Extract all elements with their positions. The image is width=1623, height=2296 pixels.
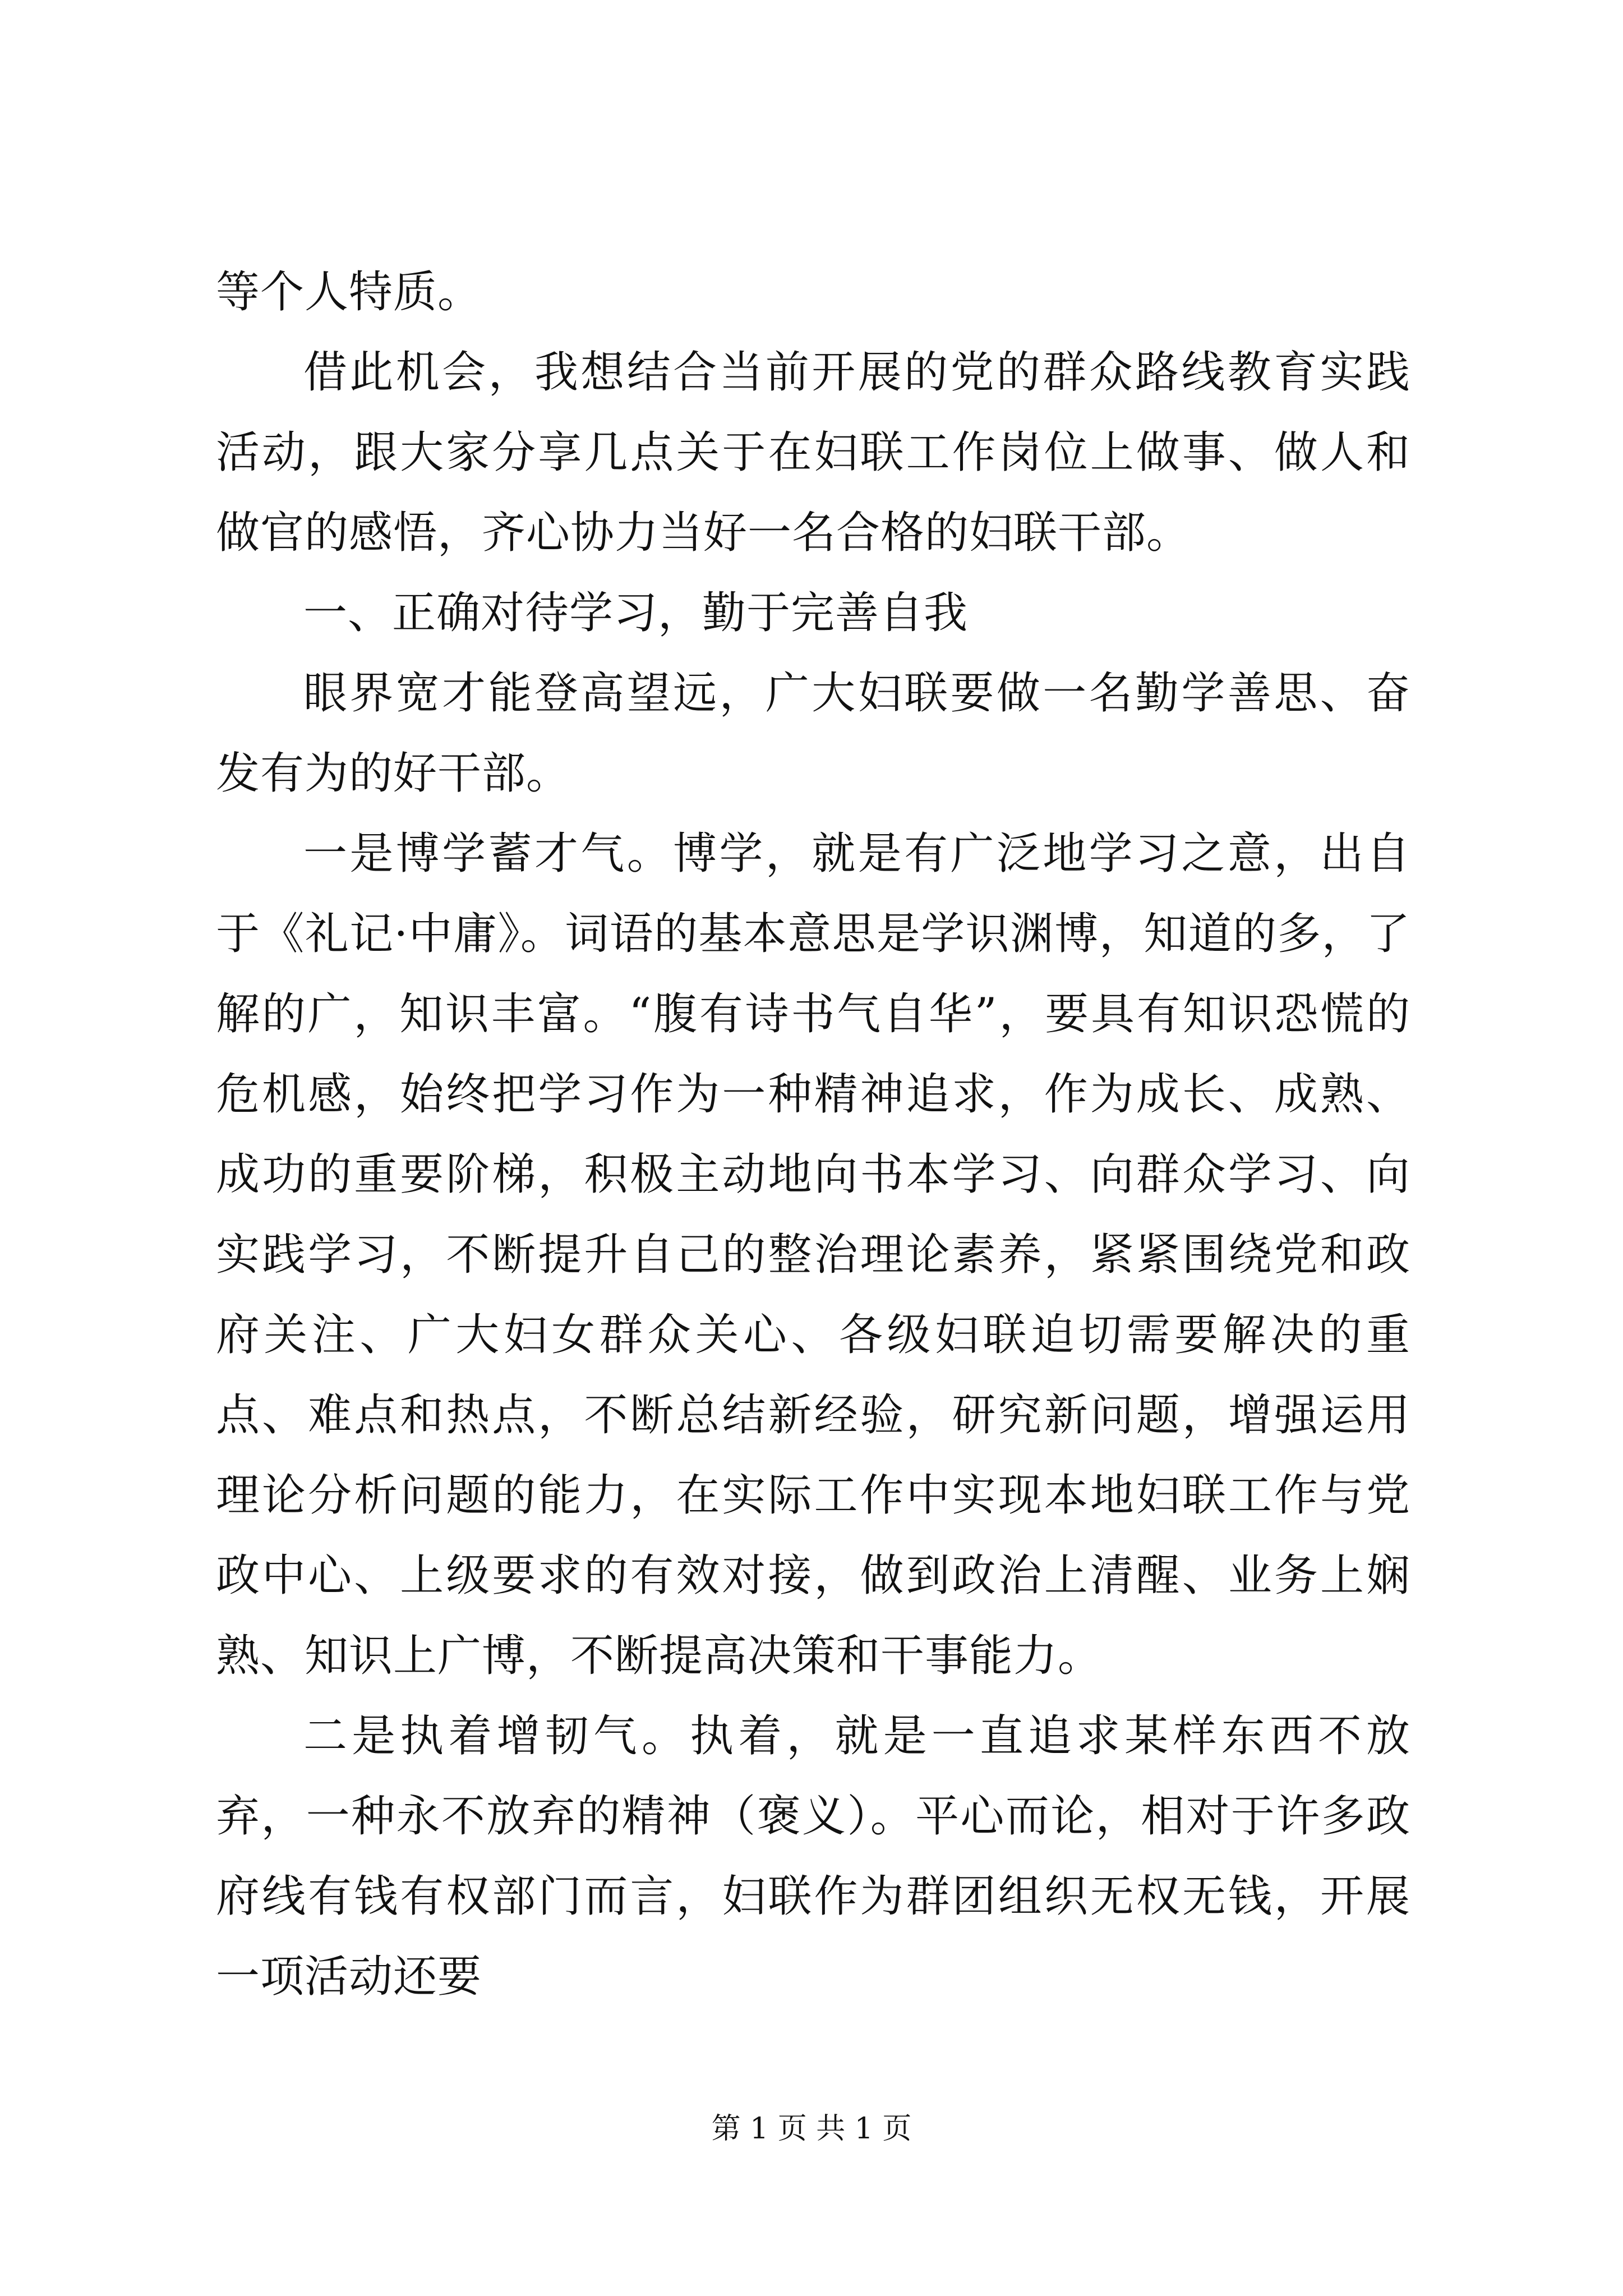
- section-heading-1: 一、正确对待学习，勤于完善自我: [303, 588, 969, 638]
- paragraph-point-2: 二是执着增韧气。执着，就是一直追求某样东西不放弃，一种永不放弃的精神（褒义）。平心而论，相对于许多政府线有钱有权部门而言，妇联作为群团组织无权无钱，开展一项活动还要: [216, 1711, 1410, 2002]
- page-footer: [0, 2109, 1623, 2148]
- paragraph-section-1-lead: 眼界宽才能登高望远，广大妇联要做一名勤学善思、奋发有为的好干部。: [216, 668, 1410, 799]
- paragraph-point-1: 一是博学蓄才气。博学，就是有广泛地学习之意，出自于《礼记·中庸》。词语的基本意思是学识渊博，知道的多，了解的广，知识丰富。“腹有诗书气自华”，要具有知识恐慌的危机感，始终把学习作为一种精神追求，作为成长、成熟、成功的重要阶梯，积极主动地向书本学习、向群众学习、向实践学习，不断提升自己的整治理论素养，紧紧围绕党和政府关注、广大妇女群众关心、各级妇联迫切需要解决的重点、难点和热点，不断总结新经验，研究新问题，增强运用理论分析问题的能力，在实际工作中实现本地妇联工作与党政中心、上级要求的有效对接，做到政治上清醒、业务上娴熟、知识上广博，不断提高决策和干事能力。: [216, 829, 1410, 1681]
- paragraph-continuation: 等个人特质。: [216, 267, 482, 318]
- page-number-label: 第 1 页 共 1 页: [711, 2112, 912, 2146]
- paragraph-intro: 借此机会，我想结合当前开展的党的群众路线教育实践活动，跟大家分享几点关于在妇联工作岗位上做事、做人和做官的感悟，齐心协力当好一名合格的妇联干部。: [216, 347, 1410, 558]
- document-body: [216, 252, 1410, 2017]
